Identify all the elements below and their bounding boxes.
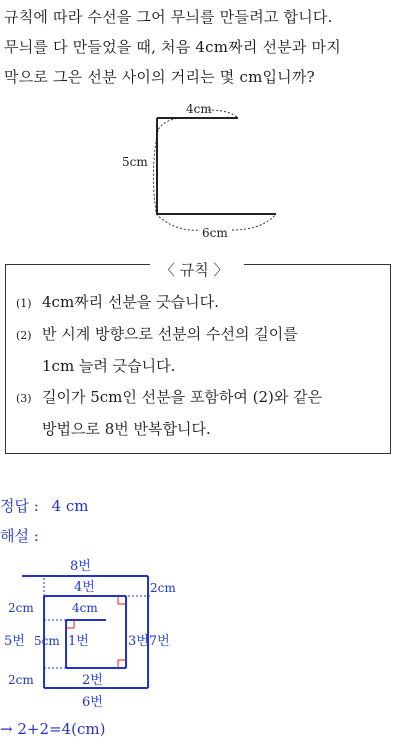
dashed-arc-bottom: [156, 214, 200, 230]
right-angle-mark-2: [66, 620, 74, 628]
right-angle-mark-3: [118, 660, 126, 668]
rule-item-3-cont: [16, 414, 388, 445]
label-5-outer: 5번: [4, 634, 25, 649]
question-line-3: 막으로 그은 선분 사이의 거리는 몇 cm입니까?: [4, 68, 315, 86]
explanation-label: 해설 :: [0, 527, 39, 545]
label-4: 4번: [74, 580, 95, 595]
rules-list: [16, 287, 388, 445]
rule-item-1: [16, 287, 388, 319]
question-line-2: 무늬를 다 만들었을 때, 처음 4cm짜리 선분과 마지: [4, 38, 341, 56]
label-2cm-left-top: 2cm: [8, 601, 34, 615]
rule-num-3: (3): [16, 392, 32, 405]
right-angle-mark-1: [118, 596, 126, 604]
dashed-arc-top: [158, 118, 185, 130]
rule-text-1: 4cm짜리 선분을 긋습니다.: [42, 293, 219, 311]
rule-text-3b: 방법으로 8번 반복합니다.: [42, 420, 211, 438]
rule-text-3a: 길이가 5cm인 선분을 포함하여 (2)와 같은: [42, 388, 323, 406]
label-2cm-right: 2cm: [150, 581, 176, 595]
question-line-1: 규칙에 따라 수선을 그어 무늬를 만들려고 합니다.: [4, 8, 333, 26]
label-3-7: 3번7번: [128, 634, 170, 649]
rule-text-2b: 1cm 늘려 긋습니다.: [42, 357, 176, 375]
dashed-arc-bottom-right: [232, 214, 276, 230]
answer-label: 정답 :: [0, 497, 39, 515]
label-5cm: 5cm: [34, 634, 60, 648]
label-left-5cm: 5cm: [122, 155, 148, 169]
problem-figure: [0, 0, 400, 250]
rule-item-3: [16, 382, 388, 414]
rule-num-2: (2): [16, 329, 32, 342]
answer-line: [0, 494, 89, 518]
label-2: 2번: [82, 673, 103, 688]
rule-item-2: [16, 319, 388, 351]
label-2cm-left-bottom: 2cm: [8, 673, 34, 687]
rules-title: [0, 260, 400, 280]
rules-title-text: 〈 규칙 〉: [160, 261, 229, 279]
explanation-diagram: [0, 550, 400, 730]
dashed-arc-top-right: [208, 110, 238, 118]
answer-value: 4 cm: [51, 497, 89, 515]
label-4cm: 4cm: [72, 601, 98, 615]
final-calc: → 2+2=4(cm): [0, 720, 106, 738]
label-bottom-6cm: 6cm: [202, 226, 228, 240]
label-8: 8번: [70, 559, 91, 574]
label-6: 6번: [82, 695, 103, 710]
label-1: 1번: [68, 634, 89, 649]
rule-text-2a: 반 시계 방향으로 선분의 수선의 길이를: [42, 325, 298, 343]
rule-item-2-cont: [16, 351, 388, 382]
label-top-4cm: 4cm: [186, 102, 212, 116]
rule-num-1: (1): [16, 297, 32, 310]
